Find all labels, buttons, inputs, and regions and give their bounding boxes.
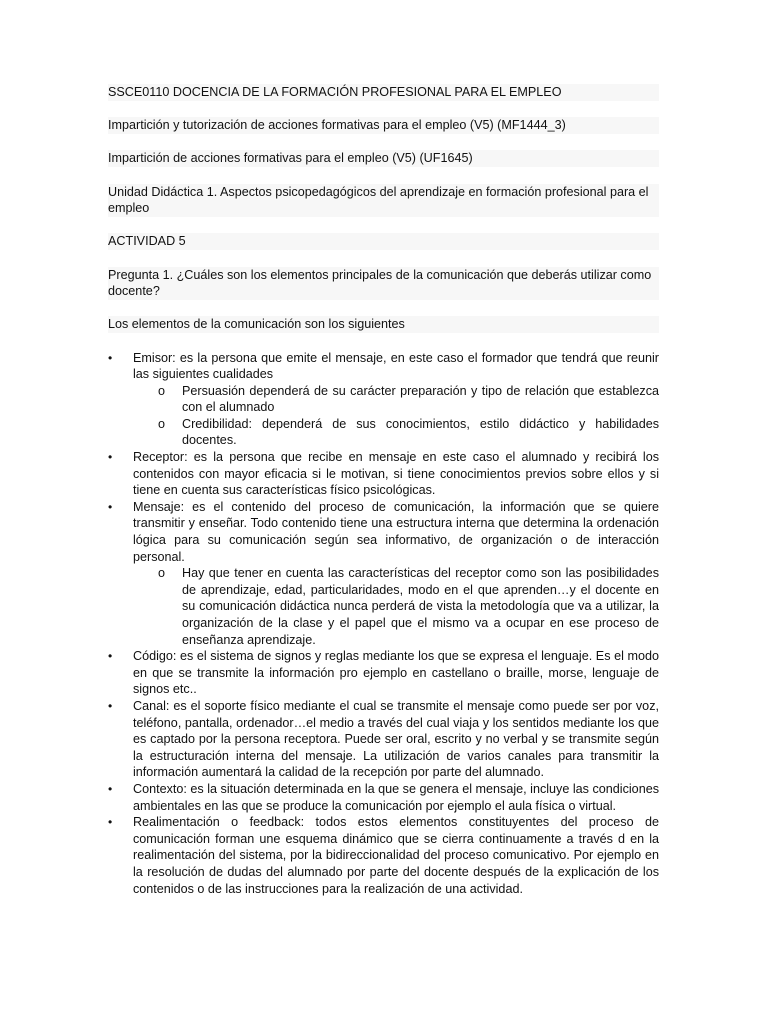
- list-item: [86, 781, 659, 814]
- list-item-text: Realimentación o feedback: todos estos elementos constituyentes del proceso de comunicación forman une esquema dinámico que se cierra continuamente a través d en la realimentación del sistema, por la bidireccionalidad del proceso comunicativo. Por ejemplo en la resolución de dudas del alumnado por parte del docente después de la explicación de los contenidos o de las instrucciones para la realización de una actividad.: [133, 815, 659, 896]
- activity-title: ACTIVIDAD 5: [108, 233, 659, 250]
- bullet-icon: •: [108, 698, 113, 713]
- intro-text: Los elementos de la comunicación son los siguientes: [108, 316, 659, 333]
- sub-bullet-icon: o: [158, 416, 166, 431]
- sub-list-item: [86, 565, 659, 648]
- list-item: [86, 499, 659, 565]
- sub-list-item-text: Hay que tener en cuenta las características del receptor como son las posibilidades de aprendizaje, edad, particularidades, modo en el que aprenden…y el docente en su comunicación didáctica nunca perderá de vista la metodología que va a utilizar, la organización de la clase y el papel que el mismo va a ocupar en ese proceso de enseñanza aprendizaje.: [182, 566, 659, 647]
- list-item-text: Emisor: es la persona que emite el mensaje, en este caso el formador que tendrá que reunir las siguientes cualidades: [133, 350, 659, 382]
- list-item-text: Mensaje: es el contenido del proceso de comunicación, la información que se quiere transmitir y enseñar. Todo contenido tiene una estructura interna que determina la ordenación lógica para su comunicación según sea informativo, de organización o de interacción personal.: [133, 499, 659, 564]
- list-item: [86, 698, 659, 781]
- course-title: SSCE0110 DOCENCIA DE LA FORMACIÓN PROFESIONAL PARA EL EMPLEO: [108, 84, 659, 101]
- bullet-icon: •: [108, 649, 113, 664]
- training-unit-title: Impartición de acciones formativas para el empleo (V5) (UF1645): [108, 150, 659, 167]
- list-item: [86, 648, 659, 698]
- sub-list-item-text: Persuasión dependerá de su carácter preparación y tipo de relación que establezca con el alumnado: [182, 383, 659, 415]
- bullet-icon: •: [108, 450, 113, 465]
- elements-list: [86, 350, 659, 898]
- list-item: [86, 350, 659, 383]
- bullet-icon: •: [108, 781, 113, 796]
- document-body: [108, 84, 659, 897]
- list-item-text: Contexto: es la situación determinada en la que se genera el mensaje, incluye las condiciones ambientales en las que se produce la comunicación por ejemplo el aula física o virtual.: [133, 781, 659, 813]
- bullet-icon: •: [108, 350, 113, 365]
- sub-list-item: [86, 383, 659, 416]
- sub-bullet-icon: o: [158, 383, 166, 398]
- module-title: Impartición y tutorización de acciones formativas para el empleo (V5) (MF1444_3): [108, 117, 659, 134]
- sub-list-item-text: Credibilidad: dependerá de sus conocimientos, estilo didáctico y habilidades docentes.: [182, 416, 659, 448]
- list-item: [86, 449, 659, 499]
- list-item-text: Receptor: es la persona que recibe en mensaje en este caso el alumnado y recibirá los contenidos con mayor eficacia si le motivan, si tiene conocimientos previos sobre ellos y si tiene en cuenta sus características físico psicológicas.: [133, 450, 659, 498]
- sub-bullet-icon: o: [158, 566, 166, 581]
- question-text: Pregunta 1. ¿Cuáles son los elementos principales de la comunicación que deberás utilizar como docente?: [108, 267, 659, 300]
- didactic-unit-title: Unidad Didáctica 1. Aspectos psicopedagógicos del aprendizaje en formación profesional para el empleo: [108, 184, 659, 217]
- list-item-text: Canal: es el soporte físico mediante el cual se transmite el mensaje como puede ser por voz, teléfono, pantalla, ordenador…el medio a través del cual viaja y los sentidos mediante los que es captado por la persona receptora. Puede ser oral, escrito y no verbal y se transmite según la estructuración interna del mensaje. La utilización de varios canales para transmitir la información aumentará la calidad de la recepción por parte del alumnado.: [133, 698, 659, 780]
- sub-list-item: [86, 416, 659, 449]
- list-item-text: Código: es el sistema de signos y reglas mediante los que se expresa el lenguaje. Es el modo en que se transmite la información pro ejemplo en castellano o braille, morse, lenguaje de signos etc..: [133, 649, 659, 697]
- list-item: [86, 814, 659, 897]
- bullet-icon: •: [108, 499, 113, 514]
- bullet-icon: •: [108, 815, 113, 830]
